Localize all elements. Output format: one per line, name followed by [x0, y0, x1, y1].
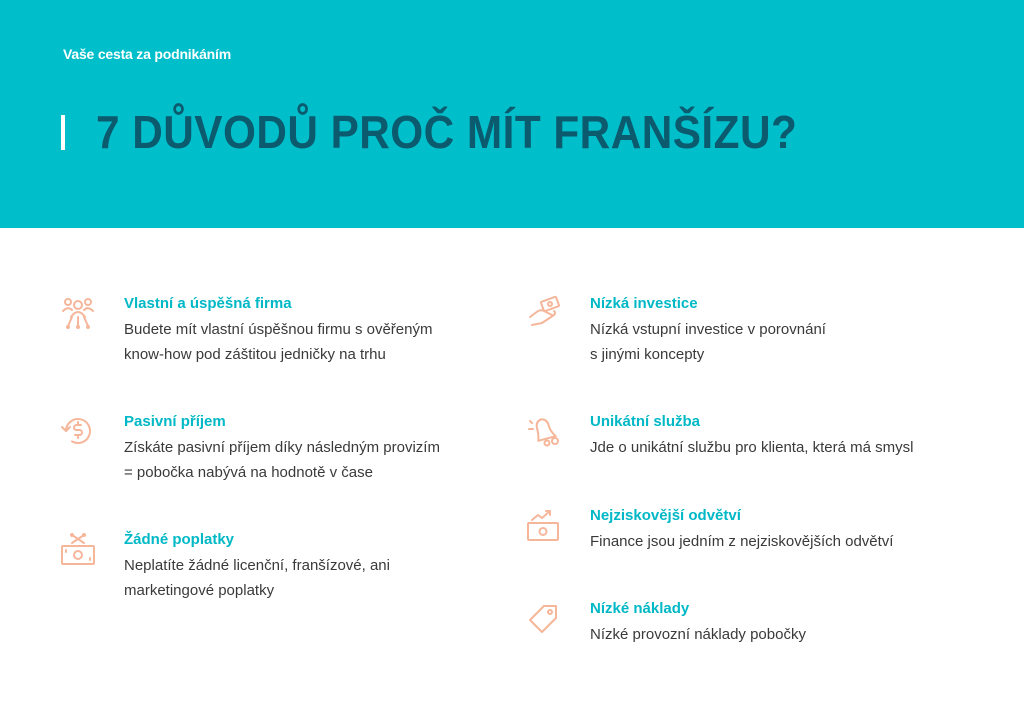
- reason-title: Pasivní příjem: [124, 413, 226, 430]
- reason-title: Nejziskovější odvětví: [590, 507, 741, 524]
- reason-title: Nízká investice: [590, 295, 698, 312]
- header-banner: [0, 0, 1024, 228]
- reason-text: Jde o unikátní službu pro klienta, která má smysl: [590, 439, 914, 456]
- no-fees-money-icon: [58, 529, 98, 569]
- reason-title: Nízké náklady: [590, 600, 690, 617]
- page-title: 7 DŮVODŮ PROČ MÍT FRANŠÍZU?: [96, 106, 798, 158]
- reason-text: Budete mít vlastní úspěšnou firmu s ověřeným know-how pod záštitou jedničky na trhu: [124, 321, 433, 363]
- reason-text: Nízká vstupní investice v porovnání s jinými koncepty: [590, 321, 826, 363]
- reason-item: [590, 598, 1010, 647]
- reason-title: Žádné poplatky: [124, 531, 235, 548]
- bell-icon: [524, 411, 564, 451]
- recurring-dollar-icon: [58, 411, 98, 451]
- money-growth-icon: [524, 505, 564, 545]
- reason-item: [124, 293, 544, 367]
- reason-title: Vlastní a úspěšná firma: [124, 295, 292, 312]
- reason-item: [590, 411, 1010, 460]
- reason-text: Získáte pasivní příjem díky následným provizím = pobočka nabývá na hodnotě v čase: [124, 439, 440, 481]
- reason-item: [590, 505, 1010, 554]
- people-network-icon: [58, 293, 98, 333]
- reason-item: [590, 293, 1010, 367]
- price-tag-icon: [524, 598, 564, 638]
- reason-title: Unikátní služba: [590, 413, 701, 430]
- hand-money-icon: [524, 293, 564, 333]
- reason-text: Nízké provozní náklady pobočky: [590, 626, 806, 643]
- reason-item: [124, 529, 544, 603]
- reason-text: Finance jsou jedním z nejziskovějších odvětví: [590, 533, 894, 550]
- reason-item: [124, 411, 544, 485]
- kicker-text: Vaše cesta za podnikáním: [63, 46, 231, 62]
- title-accent-bar: [61, 115, 65, 150]
- reason-text: Neplatíte žádné licenční, franšízové, ani marketingové poplatky: [124, 557, 390, 599]
